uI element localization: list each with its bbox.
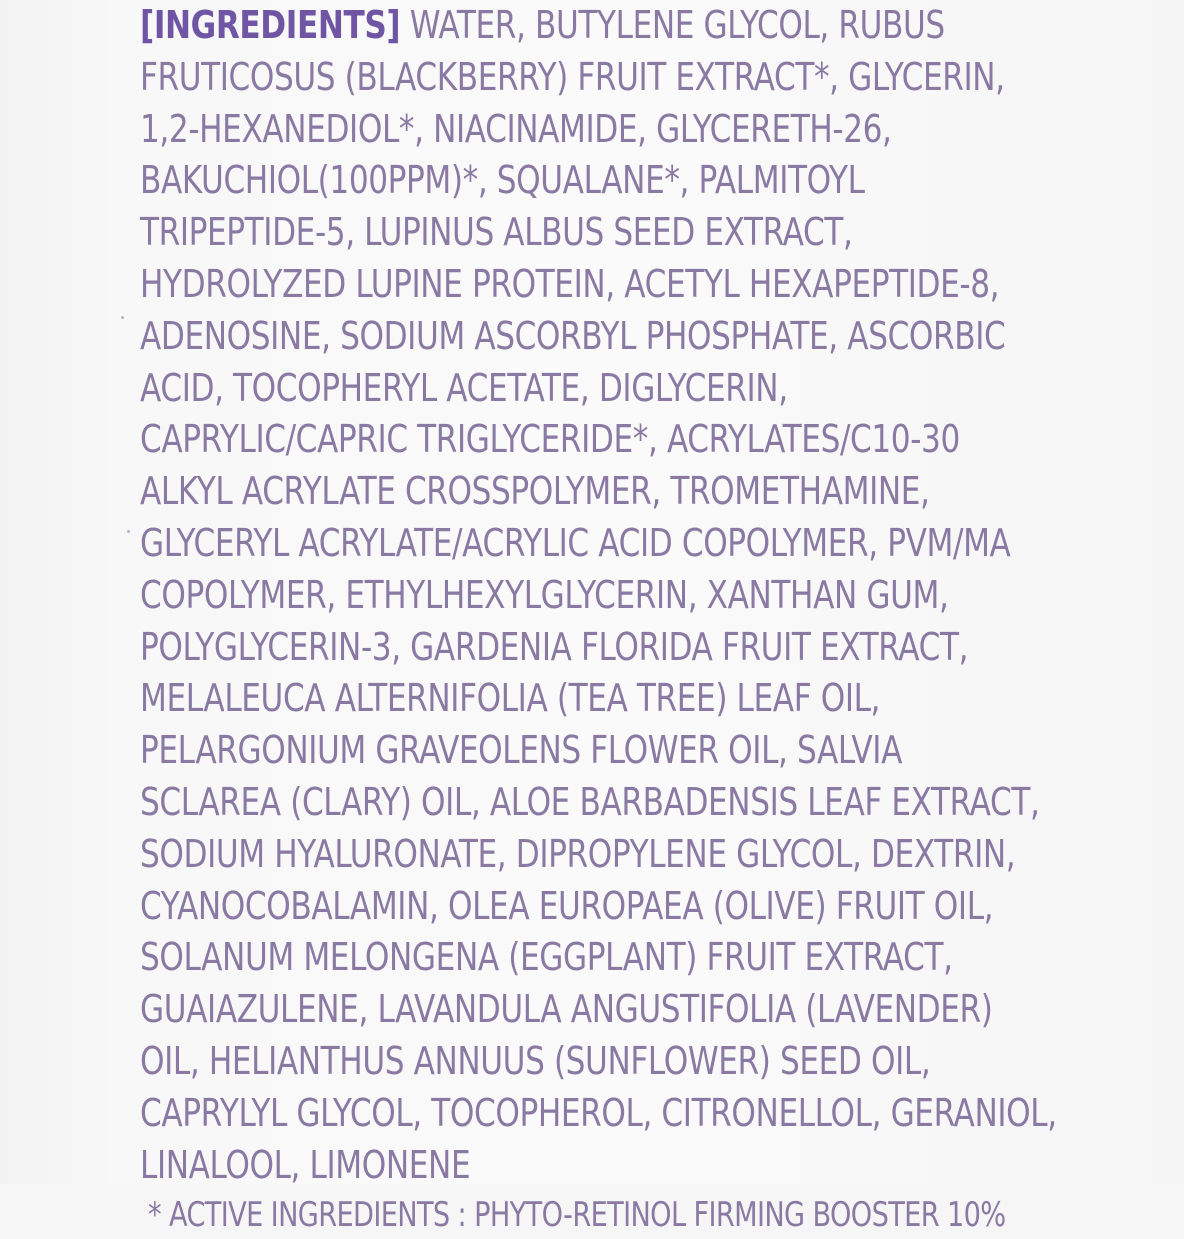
ingredients-line: OIL, HELIANTHUS ANNUUS (SUNFLOWER) SEED OIL, xyxy=(140,1038,931,1083)
ingredients-line: ADENOSINE, SODIUM ASCORBYL PHOSPHATE, ASCORBIC xyxy=(140,313,1006,358)
ingredients-line: BAKUCHIOL(100PPM)*, SQUALANE*, PALMITOYL xyxy=(140,158,865,203)
ingredients-line: MELALEUCA ALTERNIFOLIA (TEA TREE) LEAF OIL, xyxy=(140,676,881,721)
print-speck xyxy=(127,530,130,533)
ingredients-list xyxy=(140,0,1150,1239)
ingredients-line: HYDROLYZED LUPINE PROTEIN, ACETYL HEXAPEPTIDE-8, xyxy=(140,261,1000,306)
ingredients-line: SODIUM HYALURONATE, DIPROPYLENE GLYCOL, DEXTRIN, xyxy=(140,831,1016,876)
ingredients-line: FRUTICOSUS (BLACKBERRY) FRUIT EXTRACT*, GLYCERIN, xyxy=(140,54,1005,99)
ingredients-line: COPOLYMER, ETHYLHEXYLGLYCERIN, XANTHAN GUM, xyxy=(140,572,949,617)
ingredients-line: LINALOOL, LIMONENE xyxy=(140,1142,471,1187)
ingredients-line: 1,2-HEXANEDIOL*, NIACINAMIDE, GLYCERETH-26, xyxy=(140,106,892,151)
ingredients-line: CYANOCOBALAMIN, OLEA EUROPAEA (OLIVE) FRUIT OIL, xyxy=(140,883,994,928)
active-ingredients-footnote: * ACTIVE INGREDIENTS : PHYTO-RETINOL FIRMING BOOSTER 10% xyxy=(148,1195,1006,1236)
ingredients-line: POLYGLYCERIN-3, GARDENIA FLORIDA FRUIT EXTRACT, xyxy=(140,624,969,669)
ingredients-line-text: WATER, BUTYLENE GLYCOL, RUBUS xyxy=(400,3,945,47)
ingredients-line: CAPRYLYL GLYCOL, TOCOPHEROL, CITRONELLOL, GERANIOL, xyxy=(140,1090,1057,1135)
ingredients-line: ACID, TOCOPHERYL ACETATE, DIGLYCERIN, xyxy=(140,365,788,410)
print-speck xyxy=(121,316,124,319)
ingredients-line: GUAIAZULENE, LAVANDULA ANGUSTIFOLIA (LAVENDER) xyxy=(140,987,993,1032)
ingredients-line: SOLANUM MELONGENA (EGGPLANT) FRUIT EXTRACT, xyxy=(140,935,953,980)
ingredients-heading: [INGREDIENTS] xyxy=(140,3,401,47)
ingredients-line: ALKYL ACRYLATE CROSSPOLYMER, TROMETHAMINE, xyxy=(140,469,930,514)
ingredients-line: PELARGONIUM GRAVEOLENS FLOWER OIL, SALVIA xyxy=(140,728,902,773)
ingredients-line: TRIPEPTIDE-5, LUPINUS ALBUS SEED EXTRACT, xyxy=(140,210,853,255)
ingredients-line-1 xyxy=(140,0,968,52)
ingredients-line: GLYCERYL ACRYLATE/ACRYLIC ACID COPOLYMER, PVM/MA xyxy=(140,520,1011,565)
ingredients-line: CAPRYLIC/CAPRIC TRIGLYCERIDE*, ACRYLATES/C10-30 xyxy=(140,417,960,462)
ingredients-line: SCLAREA (CLARY) OIL, ALOE BARBADENSIS LEAF EXTRACT, xyxy=(140,779,1040,824)
